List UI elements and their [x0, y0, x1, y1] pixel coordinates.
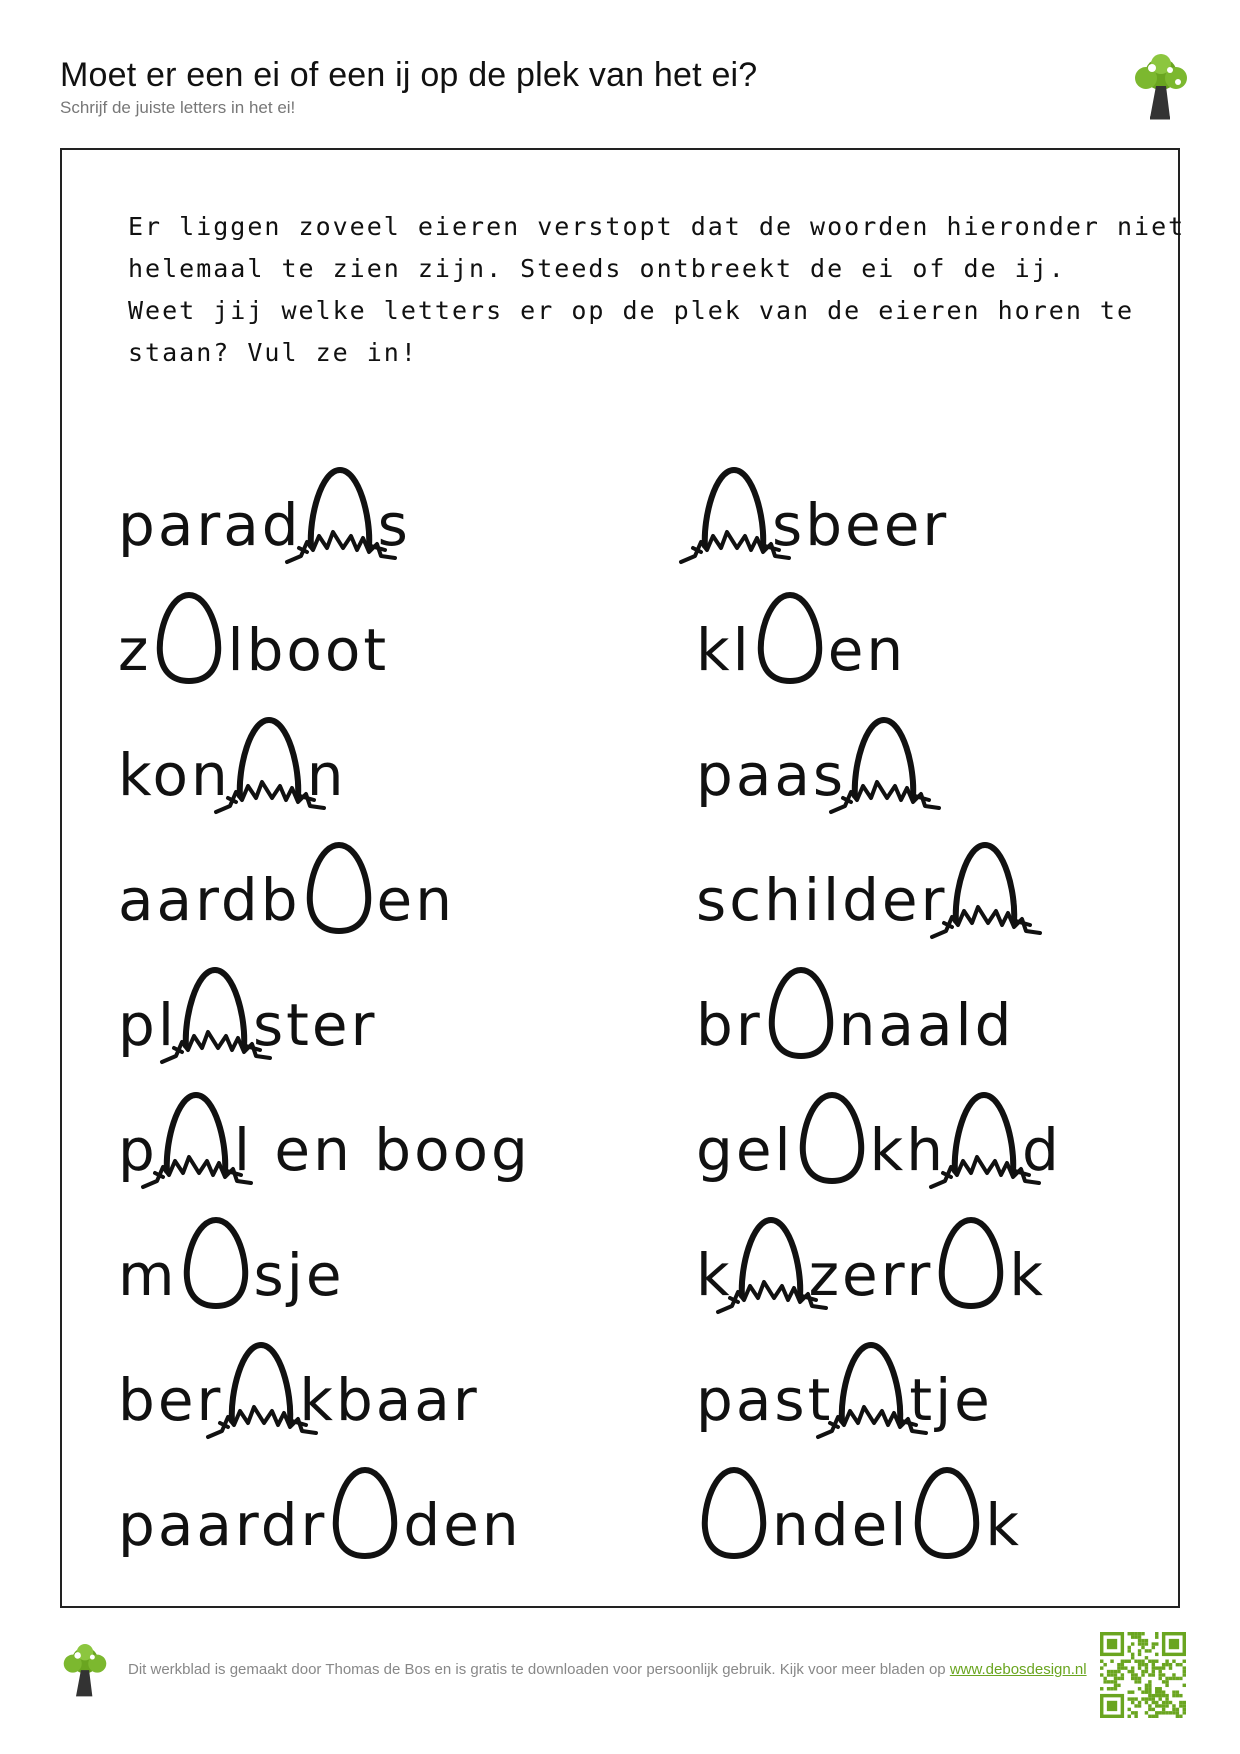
egg-blank[interactable]	[936, 1208, 1006, 1308]
word-fragment: schilder	[696, 866, 948, 934]
egg-in-grass-icon	[736, 1208, 806, 1308]
word-fragment: aardb	[118, 866, 301, 934]
egg-blank[interactable]	[736, 1208, 806, 1308]
egg-blank[interactable]	[180, 958, 250, 1058]
egg-blank[interactable]	[912, 1458, 982, 1558]
word-item	[696, 948, 1014, 1058]
egg-blank[interactable]	[766, 958, 836, 1058]
word-fragment: en	[376, 866, 455, 934]
egg-blank[interactable]	[699, 1458, 769, 1558]
word-fragment: sbeer	[772, 491, 950, 559]
egg-blank[interactable]	[305, 458, 375, 558]
word-item	[696, 1323, 993, 1433]
word-fragment: paas	[696, 741, 847, 809]
word-fragment: p	[118, 1116, 158, 1184]
word-fragment: gel	[696, 1116, 794, 1184]
instruction-line: Weet jij welke letters er op de plek van de eieren horen te	[128, 296, 1135, 325]
egg-icon	[755, 583, 825, 683]
word-fragment: ber	[118, 1366, 224, 1434]
word-fragment: k	[1009, 1241, 1046, 1309]
egg-in-grass-icon	[699, 458, 769, 558]
egg-blank[interactable]	[226, 1333, 296, 1433]
word-fragment: past	[696, 1366, 834, 1434]
word-fragment: z	[118, 616, 152, 684]
egg-blank[interactable]	[154, 583, 224, 683]
word-item	[696, 698, 922, 808]
page-title: Moet er een ei of een ij op de plek van het ei?	[60, 56, 758, 94]
egg-blank[interactable]	[849, 708, 919, 808]
word-fragment: n	[306, 741, 347, 809]
instruction-line: Er liggen zoveel eieren verstopt dat de woorden hieronder niet	[128, 212, 1186, 241]
egg-icon	[181, 1208, 251, 1308]
word-item	[696, 1198, 1046, 1308]
word-fragment: k	[696, 1241, 733, 1309]
page-subtitle: Schrijf de juiste letters in het ei!	[60, 98, 296, 117]
word-item	[696, 1448, 1022, 1558]
word-fragment: m	[118, 1241, 178, 1309]
egg-icon	[766, 958, 836, 1058]
egg-blank[interactable]	[755, 583, 825, 683]
instructions	[128, 206, 1186, 374]
egg-in-grass-icon	[234, 708, 304, 808]
word-fragment: naald	[838, 991, 1015, 1059]
egg-in-grass-icon	[836, 1333, 906, 1433]
egg-in-grass-icon	[305, 458, 375, 558]
word-fragment: s	[377, 491, 411, 559]
egg-icon	[699, 1458, 769, 1558]
word-fragment: d	[1021, 1116, 1062, 1184]
word-item	[118, 448, 411, 558]
egg-in-grass-icon	[180, 958, 250, 1058]
footer-text: Dit werkblad is gemaakt door Thomas de Bos en is gratis te downloaden voor persoonlijk gebruik. Kijk voor meer bladen op	[128, 1661, 950, 1678]
word-fragment: lboot	[227, 616, 390, 684]
word-item	[118, 1073, 531, 1183]
egg-blank[interactable]	[699, 458, 769, 558]
word-item	[118, 573, 389, 683]
tree-icon	[58, 1640, 112, 1702]
word-item	[696, 823, 1023, 933]
egg-blank[interactable]	[797, 1083, 867, 1183]
word-fragment: ndel	[772, 1491, 910, 1559]
word-fragment: paardr	[118, 1491, 328, 1559]
website-link[interactable]: www.debosdesign.nl	[949, 1661, 1087, 1678]
word-fragment: ster	[252, 991, 378, 1059]
footer-note	[128, 1661, 1087, 1678]
word-fragment: l en boog	[233, 1116, 531, 1184]
tree-icon	[1128, 52, 1194, 122]
word-fragment: en	[827, 616, 907, 684]
egg-icon	[304, 833, 374, 933]
word-fragment: zerr	[808, 1241, 934, 1309]
word-item	[696, 1073, 1062, 1183]
egg-icon	[797, 1083, 867, 1183]
word-fragment: kbaar	[299, 1366, 480, 1434]
word-item	[118, 1198, 345, 1308]
egg-blank[interactable]	[304, 833, 374, 933]
egg-blank[interactable]	[950, 833, 1020, 933]
word-item	[118, 1448, 522, 1558]
egg-icon	[154, 583, 224, 683]
instruction-line: helemaal te zien zijn. Steeds ontbreekt de ei of de ij.	[128, 254, 1066, 283]
egg-in-grass-icon	[950, 833, 1020, 933]
egg-blank[interactable]	[836, 1333, 906, 1433]
word-fragment: den	[403, 1491, 522, 1559]
egg-blank[interactable]	[161, 1083, 231, 1183]
word-fragment: kon	[118, 741, 231, 809]
word-item	[118, 948, 377, 1058]
instruction-line: staan? Vul ze in!	[128, 338, 418, 367]
egg-in-grass-icon	[849, 708, 919, 808]
word-fragment: tje	[909, 1366, 993, 1434]
word-fragment: kh	[869, 1116, 946, 1184]
word-item	[118, 698, 347, 808]
qr-code-icon	[1100, 1632, 1186, 1718]
egg-icon	[936, 1208, 1006, 1308]
egg-icon	[912, 1458, 982, 1558]
word-fragment: pl	[118, 991, 177, 1059]
egg-icon	[330, 1458, 400, 1558]
egg-in-grass-icon	[161, 1083, 231, 1183]
word-fragment: k	[985, 1491, 1022, 1559]
egg-blank[interactable]	[181, 1208, 251, 1308]
word-item	[118, 1323, 480, 1433]
word-item	[118, 823, 455, 933]
word-fragment: kl	[696, 616, 752, 684]
word-fragment: sje	[253, 1241, 345, 1309]
egg-in-grass-icon	[226, 1333, 296, 1433]
egg-blank[interactable]	[330, 1458, 400, 1558]
word-item	[696, 573, 906, 683]
word-fragment: parad	[118, 491, 302, 559]
word-fragment: br	[696, 991, 763, 1059]
egg-blank[interactable]	[234, 708, 304, 808]
egg-in-grass-icon	[949, 1083, 1019, 1183]
egg-blank[interactable]	[949, 1083, 1019, 1183]
word-item	[696, 448, 949, 558]
